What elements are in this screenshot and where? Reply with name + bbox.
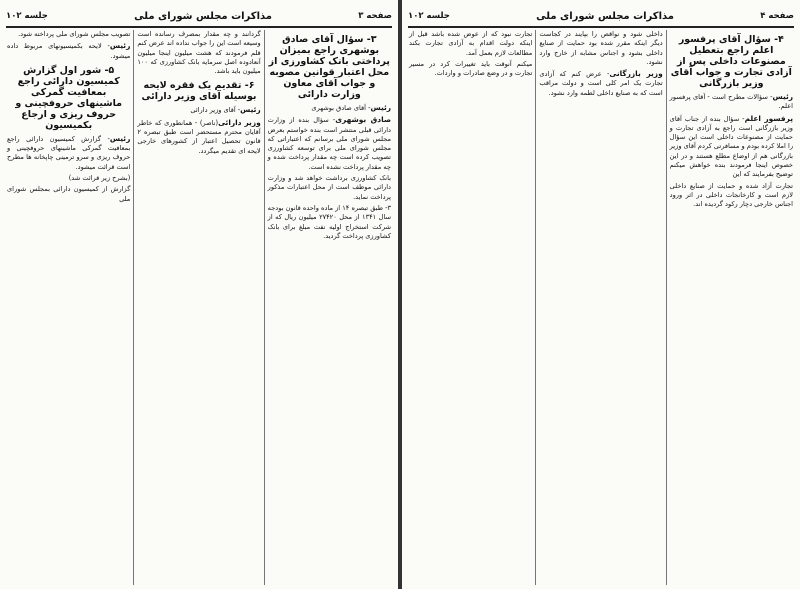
session-number: جلسه ۱۰۲ (408, 11, 450, 21)
speech-text: - آقای صادق بوشهری (311, 104, 371, 112)
section-heading: ۶- تقدیم یک فقره لایحه بوسیله آقای وزیر دارائی (141, 80, 257, 103)
text-column (406, 30, 535, 585)
session-number: جلسه ۱۰۲ (6, 11, 48, 21)
speech-paragraph (7, 41, 130, 61)
speech-text: (ناصر) - همانطوری که خاطر آقایان محترم مستحضر است طبق تبصره ۲ قانون تحصیل اعتبار از کشورهای خارجی لایحه ای تقدیم میگردد. (137, 118, 261, 155)
speech-text: - سؤال بنده از وزارت دارائی قبلی منتشر است بنده خواستم بعرض مجلس شورای ملی برسانم که اعتباراتی که مجلس شورای ملی برای توسعه کشاورزی تصویب کرده است چه مقدار پرداخت شده و چه مقدار پرداخت نشده است. (267, 116, 391, 171)
body-paragraph: بانک کشاورزی برداشت خواهد شد و وزارت دارائی موظف است از محل اعتبارات مذکور پرداخت نماید. (267, 174, 391, 201)
columns (4, 30, 394, 585)
body-paragraph: گردانند و چه مقدار بمصرف رسانده است وسیعه است این را جواب نداده اند عرض کنم قلم فرمودند که هشت میلیون اینجا میلیون آنعادوده اصل سرمایه بانک کشاورزی که ۱۰۰ میلیون باید باشد. (137, 30, 261, 76)
speech-paragraph (137, 118, 260, 156)
speaker-name: صادق بوشهری (335, 115, 391, 125)
body-paragraph: گزارش از کمیسیون دارائی بمجلس شورای ملی (7, 185, 131, 203)
speech-text: - سؤال بنده از جناب آقای وزیر بازرگانی است راجع به آزادی تجارت و حمایت از مصنوعات داخلی است این سؤال را املا کرده بودم و مسافرتی کردم آقای وزیر بازرگانی هم از اوضاع مطلع هستند و در این خصوص اینجا فرمودند بنده خواهش میکنم توضیح بفرمایند که این (669, 114, 793, 179)
speaker-name: پرفسور اعلم (744, 113, 794, 123)
page-header (408, 6, 794, 28)
body-paragraph: تجارت آزاد شده و حمایت از صنایع داخلی لازم است و کارخانجات داخلی در اثر ورود اجناس خارجی دچار رکود گردیده اند. (669, 181, 793, 209)
speech-paragraph (670, 114, 793, 180)
speaker-name: رئیس (772, 92, 793, 101)
page-3 (0, 0, 398, 589)
publication-title: مذاکرات مجلس شورای ملی (536, 10, 674, 22)
body-paragraph: میکنم آنوقت باید تغییرات کرد در مسیر تجارت و در وضع صادرات و واردات. (409, 59, 533, 78)
speech-text: - عرض کنم که آزادی تجارت یک امر کلی است و دولت مراقب است که به صنایع داخلی لطمه وارد نشود. (539, 70, 663, 97)
speaker-name: وزیر دارائی (218, 117, 261, 127)
speaker-name: رئیس (240, 105, 261, 115)
speaker-name: رئیس (370, 103, 391, 112)
text-column (535, 30, 665, 585)
speech-text: - سؤالات مطرح است - آقای پرفسور اعلم. (669, 93, 793, 111)
text-column (4, 30, 133, 585)
speech-paragraph (539, 69, 662, 98)
body-paragraph: داخلی شود و نواقص را بپایند در کجاست دیگر اینکه مقرر شده بود حمایت از صنایع داخلی بشود و اجناس مشابه از خارج وارد نشود. (539, 30, 663, 66)
section-heading: ۳- سؤال آقای صادق بوشهری راجع بمیزان پرداختی بانک کشاورزی از محل اعتبار قوانین مصوبه و جواب آقای معاون وزارت دارائی (268, 34, 390, 100)
speech-paragraph (268, 103, 391, 113)
page-number: صفحه ۴ (760, 11, 794, 21)
text-column (133, 30, 263, 585)
speech-paragraph (137, 105, 260, 115)
speech-paragraph (670, 92, 793, 112)
page-4 (402, 0, 800, 589)
publication-title: مذاکرات مجلس شورای ملی (134, 10, 272, 22)
section-heading: ۴- سؤال آقای پرفسور اعلم راجع بتعطیل مصنوعات داخلی پس از آزادی تجارت و جواب آقای وزیر بازرگانی (670, 34, 792, 89)
text-column (666, 30, 796, 585)
section-heading: ۵- شور اول گزارش کمیسیون دارائی راجع بمعافیت گمرکی ماشینهای حروفچینی و حروف ریزی و ارجاع بکمیسیون (15, 64, 123, 131)
speaker-name: وزیر بازرگانی (609, 69, 663, 79)
page-number: صفحه ۳ (358, 11, 392, 21)
body-paragraph: تصویب مجلس شورای ملی پرداخته شود. (18, 30, 131, 38)
speech-text: - گزارش کمیسیون دارائی راجع بمعافیت گمرکی ماشینهای حروفچینی و حروف ریزی و سرو ترمینی چاپخانه ها مطرح است قرائت میشود. (7, 134, 131, 171)
body-paragraph: تجارت نبود که از عوض شده باشد قبل از اینکه دولت اقدام به آزادی تجارت بکند مطالعات لازم بعمل آمد. (409, 30, 533, 57)
text-column (264, 30, 394, 585)
speech-paragraph (268, 115, 391, 172)
speech-text: - آقای وزیر دارائی (190, 106, 241, 115)
speaker-name: رئیس (109, 41, 131, 51)
page-header (6, 6, 392, 28)
speech-text: - لایحه بکمیسیونهای مربوط داده میشود. (7, 42, 131, 60)
columns (406, 30, 796, 585)
body-paragraph: ۳- طبق تبصره ۱۴ از ماده واحده قانون بودجه سال ۱۳۴۱ از محل ۲۷۴۲۰ میلیون ریال که از شرکت استخراج اولیه نفت مبلغ برای بانک کشاورزی پرداخت گردید. (267, 203, 392, 240)
body-paragraph: (بشرح زیر قرائت شد) (68, 174, 131, 183)
speaker-name: رئیس (109, 133, 131, 143)
speech-paragraph (7, 134, 130, 172)
